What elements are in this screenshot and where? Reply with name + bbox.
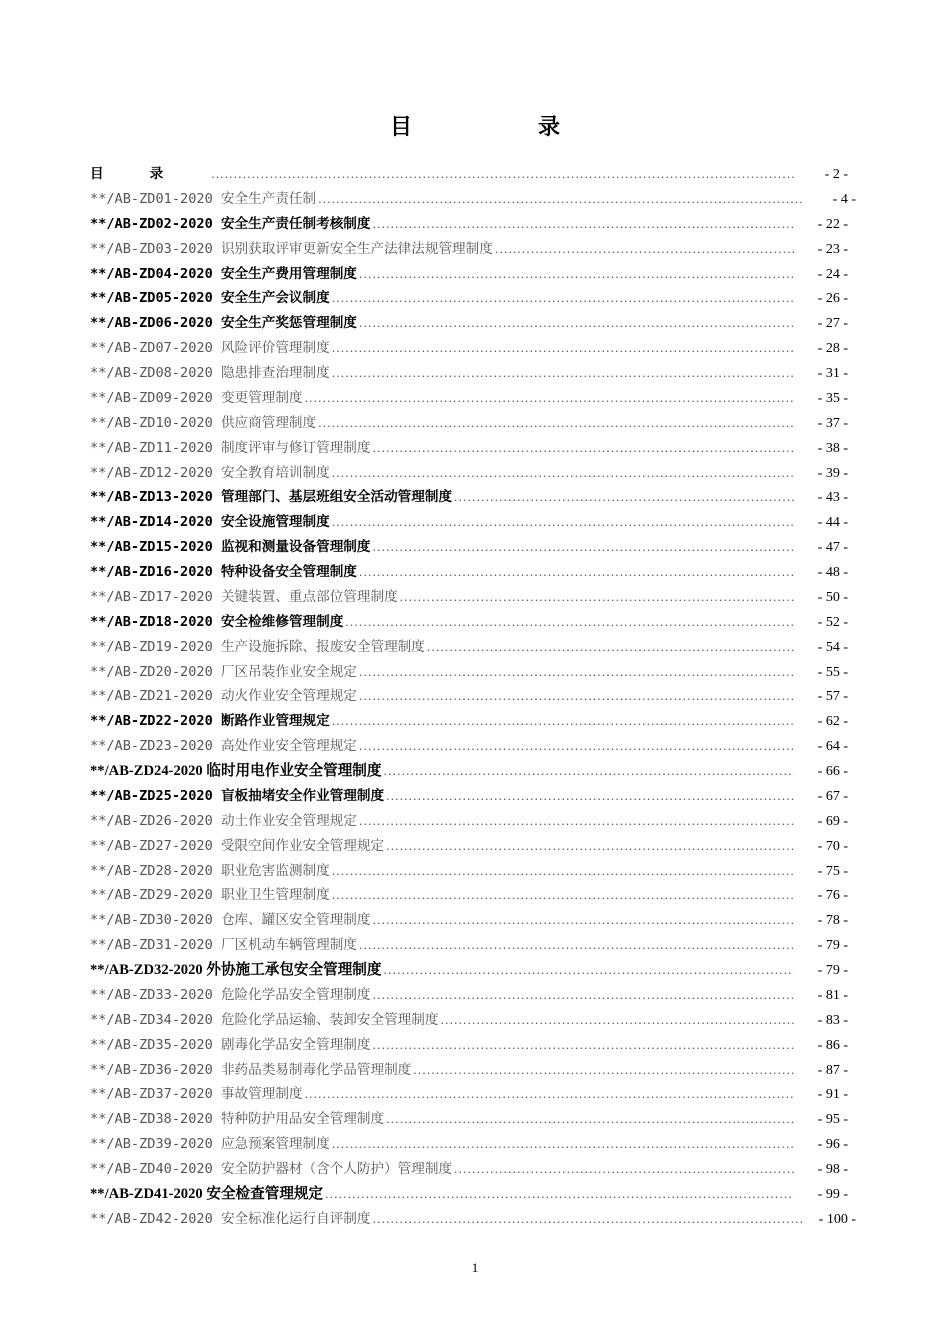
toc-entry-page: - 38 - xyxy=(817,440,848,456)
page-number: 1 xyxy=(471,1260,479,1275)
toc-entry-page: - 24 - xyxy=(817,266,848,282)
toc-entry-page: - 48 - xyxy=(817,565,848,580)
toc-entry[interactable] xyxy=(90,336,860,361)
toc-entry-page: - 35 - xyxy=(817,390,848,406)
toc-entry[interactable] xyxy=(90,187,860,212)
toc-entry[interactable] xyxy=(90,635,860,660)
toc-entry-title: **/AB-ZD20-2020 厂区吊装作业安全规定 xyxy=(90,663,357,680)
toc-entry-title: **/AB-ZD07-2020 风险评价管理制度 xyxy=(90,340,330,357)
toc-entry-title: **/AB-ZD41-2020 安全检查管理规定 xyxy=(90,1185,324,1202)
dot-leader xyxy=(332,516,794,529)
toc-entry-title: 目录 xyxy=(90,166,210,182)
toc-entry-title: **/AB-ZD12-2020 安全教育培训制度 xyxy=(90,464,330,481)
dot-leader xyxy=(372,218,794,231)
toc-entry[interactable] xyxy=(90,461,860,486)
toc-entry-title: **/AB-ZD27-2020 受限空间作业安全管理规定 xyxy=(90,837,385,854)
toc-entry-title: **/AB-ZD19-2020 生产设施拆除、报废安全管理制度 xyxy=(90,638,425,655)
toc-entry[interactable] xyxy=(90,834,860,859)
toc-entry-page: - 62 - xyxy=(817,714,848,730)
dot-leader xyxy=(386,840,794,853)
toc-entry-page: - 99 - xyxy=(817,1186,848,1202)
toc-entry-page: - 91 - xyxy=(817,1087,848,1103)
toc-entry-title: **/AB-ZD17-2020 关键装置、重点部位管理制度 xyxy=(90,588,398,605)
toc-entry-title: **/AB-ZD37-2020 事故管理制度 xyxy=(90,1086,303,1103)
toc-entry-title: **/AB-ZD42-2020 安全标准化运行自评制度 xyxy=(90,1210,371,1227)
dot-leader xyxy=(440,1014,794,1027)
dot-leader xyxy=(318,193,802,206)
toc-entry-title: **/AB-ZD26-2020 动土作业安全管理规定 xyxy=(90,812,357,829)
toc-entry-title: **/AB-ZD04-2020 安全生产费用管理制度 xyxy=(90,265,357,282)
toc-entry-page: - 83 - xyxy=(817,1012,848,1028)
toc-entry[interactable] xyxy=(90,1082,860,1107)
toc-entry[interactable] xyxy=(90,684,860,709)
toc-entry-page: - 86 - xyxy=(817,1037,848,1053)
dot-leader xyxy=(359,317,794,330)
toc-entry-page: - 28 - xyxy=(817,341,848,357)
toc-entry-title: **/AB-ZD28-2020 职业危害监测制度 xyxy=(90,862,330,879)
toc-entry[interactable] xyxy=(90,485,860,510)
toc-entry-page: - 39 - xyxy=(817,465,848,481)
dot-leader xyxy=(332,292,794,305)
toc-entry-title: **/AB-ZD38-2020 特种防护用品安全管理制度 xyxy=(90,1111,385,1128)
dot-leader xyxy=(386,1113,794,1126)
toc-entry-title: **/AB-ZD24-2020 临时用电作业安全管理制度 xyxy=(90,763,382,779)
toc-entry[interactable] xyxy=(90,1132,860,1157)
toc-entry-title: **/AB-ZD01-2020 安全生产责任制 xyxy=(90,190,317,207)
dot-leader xyxy=(386,790,794,803)
toc-entry-page: - 95 - xyxy=(817,1112,848,1128)
toc-entry-page: - 52 - xyxy=(817,614,848,630)
toc-entry-title: **/AB-ZD16-2020 特种设备安全管理制度 xyxy=(90,564,357,580)
dot-leader xyxy=(332,342,794,355)
dot-leader xyxy=(332,715,794,728)
toc-entry-page: - 27 - xyxy=(817,316,848,332)
toc-entry-page: - 75 - xyxy=(817,863,848,879)
toc-entry-page: - 22 - xyxy=(817,216,848,232)
toc-entry[interactable] xyxy=(90,237,860,262)
toc-entry[interactable] xyxy=(90,1157,860,1182)
toc-entry-title: **/AB-ZD14-2020 安全设施管理制度 xyxy=(90,514,330,531)
toc-entry[interactable] xyxy=(90,386,860,411)
dot-leader xyxy=(400,591,794,604)
toc-entry[interactable] xyxy=(90,585,860,610)
dot-leader xyxy=(372,1213,802,1226)
toc-entry-title: **/AB-ZD32-2020 外协施工承包安全管理制度 xyxy=(90,962,382,978)
dot-leader xyxy=(359,690,794,703)
toc-entry[interactable] xyxy=(90,859,860,884)
toc-entry-page: - 79 - xyxy=(817,938,848,954)
dot-leader xyxy=(372,1039,794,1052)
toc-entry-page: - 43 - xyxy=(817,490,848,506)
toc-entry[interactable] xyxy=(90,883,860,908)
dot-leader xyxy=(372,442,794,455)
toc-entry-page: - 66 - xyxy=(817,764,848,779)
toc-entry-page: - 26 - xyxy=(817,291,848,307)
toc-entry[interactable] xyxy=(90,610,860,635)
toc-entry-page: - 64 - xyxy=(817,739,848,755)
toc-entry-title: **/AB-ZD23-2020 高处作业安全管理规定 xyxy=(90,738,357,755)
toc-entry-title: **/AB-ZD35-2020 剧毒化学品安全管理制度 xyxy=(90,1036,371,1053)
toc-entry-title: **/AB-ZD10-2020 供应商管理制度 xyxy=(90,414,317,431)
toc-entry-page: - 87 - xyxy=(817,1062,848,1078)
toc-entry[interactable] xyxy=(90,286,860,311)
toc-entry-title: **/AB-ZD21-2020 动火作业安全管理规定 xyxy=(90,688,357,705)
toc-entry[interactable] xyxy=(90,1058,860,1083)
dot-leader xyxy=(495,243,794,256)
toc-entry[interactable] xyxy=(90,311,860,336)
toc-entry-title: **/AB-ZD06-2020 安全生产奖惩管理制度 xyxy=(90,315,357,332)
toc-entry-page: - 55 - xyxy=(817,664,848,680)
toc-entry[interactable] xyxy=(90,983,860,1008)
toc-entry-title: **/AB-ZD30-2020 仓库、罐区安全管理制度 xyxy=(90,912,371,929)
toc-entry[interactable] xyxy=(90,436,860,461)
dot-leader xyxy=(359,815,794,828)
dot-leader xyxy=(325,1188,794,1201)
toc-entry-title: **/AB-ZD34-2020 危险化学品运输、装卸安全管理制度 xyxy=(90,1011,439,1028)
dot-leader xyxy=(332,865,794,878)
dot-leader xyxy=(359,666,794,679)
dot-leader xyxy=(413,1064,794,1077)
toc-entry-page: - 78 - xyxy=(817,913,848,929)
toc-entry-title: **/AB-ZD02-2020 安全生产责任制考核制度 xyxy=(90,215,371,232)
toc-entry-page: - 47 - xyxy=(817,540,848,556)
dot-leader xyxy=(372,989,794,1002)
toc-entry[interactable] xyxy=(90,660,860,685)
toc-entry-page: - 57 - xyxy=(817,689,848,705)
toc-entry-title: **/AB-ZD22-2020 断路作业管理规定 xyxy=(90,713,330,730)
toc-entry[interactable] xyxy=(90,560,860,585)
toc-entry-title: **/AB-ZD36-2020 非药品类易制毒化学品管理制度 xyxy=(90,1061,412,1078)
toc-entry[interactable] xyxy=(90,1182,860,1207)
dot-leader xyxy=(454,1163,794,1176)
table-of-contents xyxy=(90,162,860,1232)
toc-entry-page: - 76 - xyxy=(817,888,848,904)
toc-entry[interactable] xyxy=(90,212,860,237)
toc-entry-title: **/AB-ZD39-2020 应急预案管理制度 xyxy=(90,1136,330,1153)
toc-entry-page: - 70 - xyxy=(817,838,848,854)
toc-entry-page: - 100 - xyxy=(818,1211,856,1227)
toc-entry[interactable] xyxy=(90,933,860,958)
toc-entry[interactable] xyxy=(90,1207,860,1232)
toc-entry-title: **/AB-ZD40-2020 安全防护器材（含个人防护）管理制度 xyxy=(90,1161,453,1177)
dot-leader xyxy=(305,392,794,405)
dot-leader xyxy=(359,566,794,579)
dot-leader xyxy=(332,467,794,480)
toc-entry-page: - 44 - xyxy=(817,515,848,531)
toc-entry-title: **/AB-ZD13-2020 管理部门、基层班组安全活动管理制度 xyxy=(90,489,453,506)
toc-entry-page: - 69 - xyxy=(817,813,848,829)
toc-entry-page: - 37 - xyxy=(817,415,848,431)
toc-entry[interactable] xyxy=(90,162,860,187)
toc-entry[interactable] xyxy=(90,759,860,784)
toc-entry-page: - 79 - xyxy=(817,963,848,978)
dot-leader xyxy=(332,889,794,902)
toc-entry-page: - 98 - xyxy=(817,1162,848,1177)
toc-entry-title: **/AB-ZD18-2020 安全检维修管理制度 xyxy=(90,613,344,630)
toc-entry-page: - 50 - xyxy=(817,589,848,605)
toc-entry-page: - 31 - xyxy=(817,366,848,381)
toc-entry[interactable] xyxy=(90,958,860,983)
toc-entry[interactable] xyxy=(90,809,860,834)
toc-entry[interactable] xyxy=(90,510,860,535)
dot-leader xyxy=(372,914,794,927)
toc-entry-title: **/AB-ZD03-2020 识别获取评审更新安全生产法律法规管理制度 xyxy=(90,240,493,257)
dot-leader xyxy=(383,964,794,977)
toc-entry-page: - 4 - xyxy=(832,191,856,207)
dot-leader xyxy=(454,491,794,504)
toc-entry[interactable] xyxy=(90,1107,860,1132)
toc-entry-page: - 96 - xyxy=(817,1137,848,1153)
dot-leader xyxy=(211,168,794,181)
toc-entry[interactable] xyxy=(90,1033,860,1058)
toc-entry[interactable] xyxy=(90,734,860,759)
toc-entry-title: **/AB-ZD31-2020 厂区机动车辆管理制度 xyxy=(90,937,357,954)
toc-entry-page: - 23 - xyxy=(817,241,848,257)
toc-entry-title: **/AB-ZD33-2020 危险化学品安全管理制度 xyxy=(90,986,371,1003)
toc-entry-title: **/AB-ZD05-2020 安全生产会议制度 xyxy=(90,290,330,307)
toc-entry-title: **/AB-ZD11-2020 制度评审与修订管理制度 xyxy=(90,439,371,456)
dot-leader xyxy=(332,1138,794,1151)
toc-entry[interactable] xyxy=(90,262,860,287)
dot-leader xyxy=(359,939,794,952)
toc-entry-page: - 67 - xyxy=(817,788,848,804)
toc-entry-title: **/AB-ZD08-2020 隐患排查治理制度 xyxy=(90,365,330,381)
toc-entry[interactable] xyxy=(90,411,860,436)
dot-leader xyxy=(345,616,794,629)
toc-entry-page: - 2 - xyxy=(824,167,848,182)
toc-entry-page: - 54 - xyxy=(817,639,848,655)
dot-leader xyxy=(305,1088,794,1101)
toc-entry[interactable] xyxy=(90,535,860,560)
dot-leader xyxy=(318,417,794,430)
toc-entry[interactable] xyxy=(90,1008,860,1033)
dot-leader xyxy=(359,740,794,753)
page-title: 目 录 xyxy=(389,115,612,140)
toc-entry[interactable] xyxy=(90,361,860,386)
dot-leader xyxy=(332,367,794,380)
toc-entry-title: **/AB-ZD15-2020 监视和测量设备管理制度 xyxy=(90,539,371,556)
toc-entry-title: **/AB-ZD29-2020 职业卫生管理制度 xyxy=(90,887,330,904)
toc-entry-page: - 81 - xyxy=(817,987,848,1003)
toc-entry[interactable] xyxy=(90,784,860,809)
toc-entry[interactable] xyxy=(90,709,860,734)
dot-leader xyxy=(372,541,794,554)
toc-entry-title: **/AB-ZD09-2020 变更管理制度 xyxy=(90,389,303,406)
toc-entry-title: **/AB-ZD25-2020 盲板抽堵安全作业管理制度 xyxy=(90,787,385,804)
toc-entry[interactable] xyxy=(90,908,860,933)
dot-leader xyxy=(427,641,794,654)
dot-leader xyxy=(383,765,794,778)
dot-leader xyxy=(359,268,794,281)
